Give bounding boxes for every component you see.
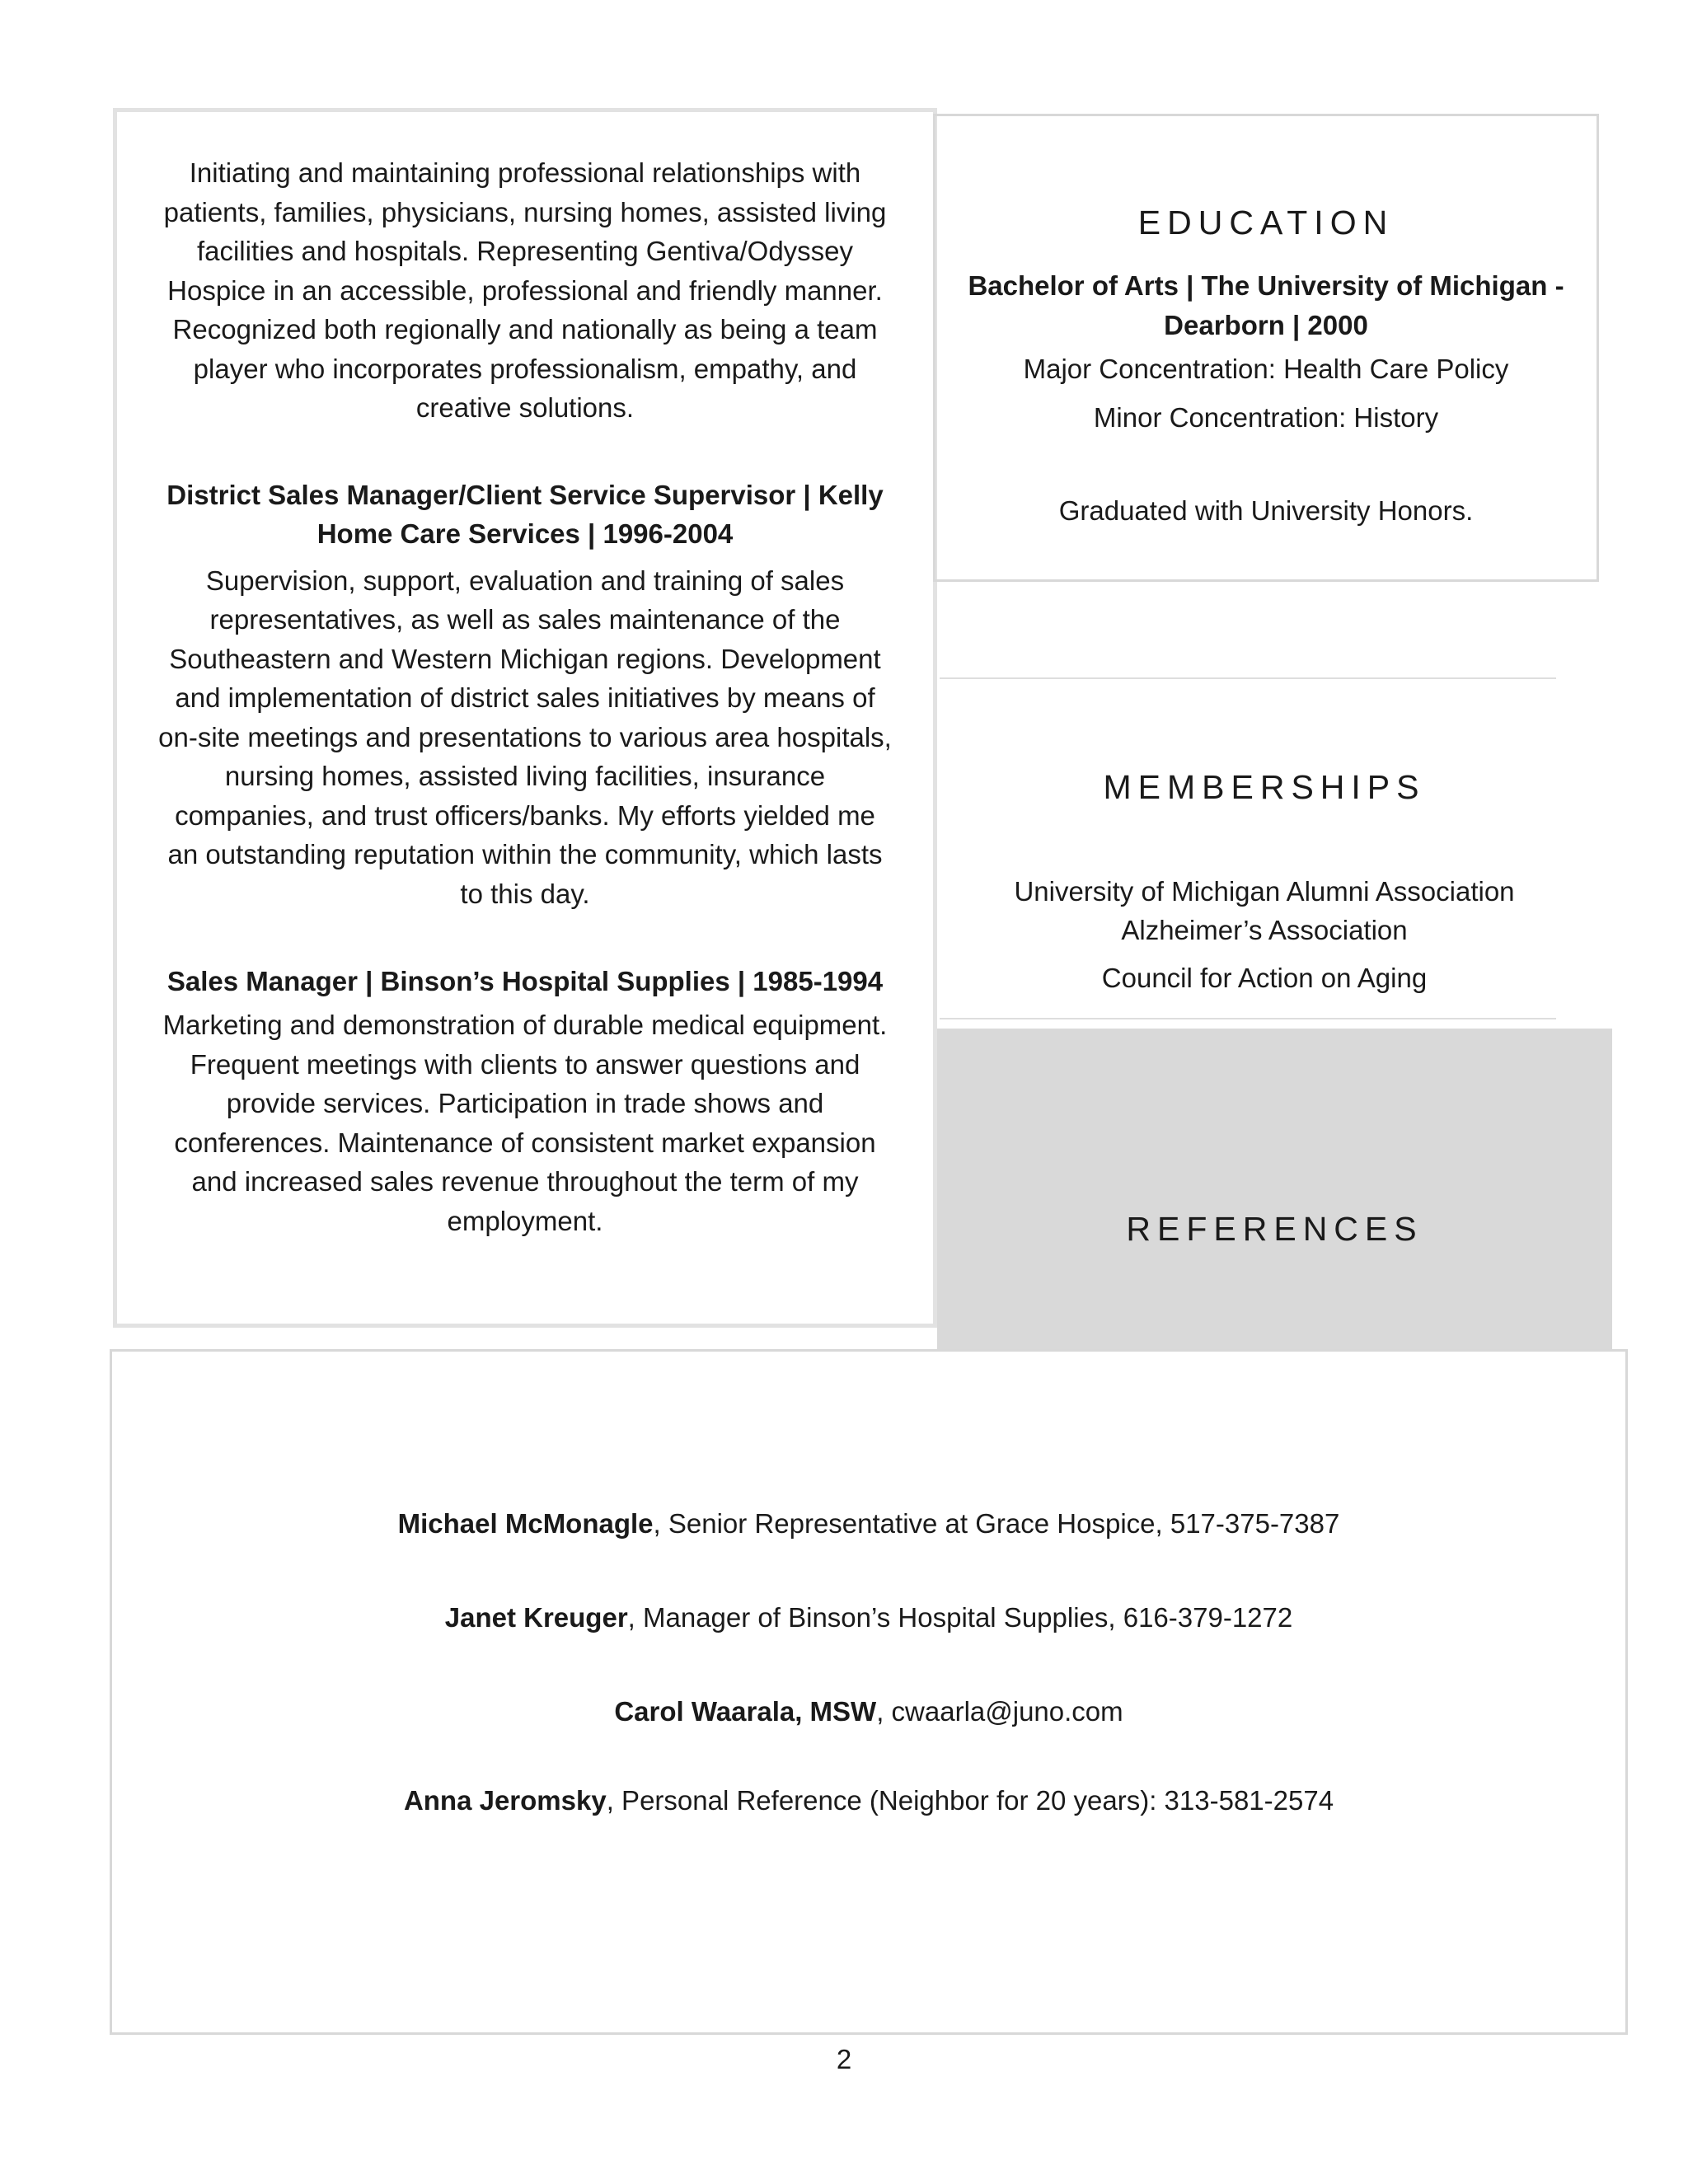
job-title-binsons: Sales Manager | Binson’s Hospital Supplies | 1985-1994: [166, 966, 884, 996]
minor-concentration: Minor Concentration: History: [1093, 402, 1439, 433]
job-title-kelly-home-care: District Sales Manager/Client Service Supervisor | Kelly Home Care Services | 1996-2004: [166, 479, 884, 549]
reference-entry: [112, 1696, 1625, 1727]
experience-intro-paragraph: Initiating and maintaining professional relationships with patients, families, physicians, nursing homes, assisted living facilities and hospitals. Representing Gentiva/Odyssey Hospice in an accessible, professional and friendly manner. Recognized both regionally and nationally as being a team player who incorporates professionalism, empathy, and creative solutions.: [163, 157, 887, 423]
reference-detail: , Senior Representative at Grace Hospice, 517-375-7387: [653, 1508, 1340, 1539]
reference-name: Michael McMonagle: [397, 1508, 654, 1539]
memberships-bottom-divider: [940, 1018, 1556, 1019]
references-section: [110, 1349, 1628, 2035]
reference-name: Anna Jeromsky: [403, 1785, 607, 1816]
references-heading: REFERENCES: [1126, 1210, 1423, 1248]
memberships-top-divider: [940, 677, 1556, 679]
reference-name: Carol Waarala, MSW: [614, 1696, 877, 1727]
reference-detail: , cwaarla@juno.com: [876, 1696, 1123, 1727]
education-section: [933, 114, 1599, 582]
reference-detail: , Personal Reference (Neighbor for 20 years): 313-581-2574: [606, 1785, 1334, 1816]
education-heading: EDUCATION: [1137, 204, 1395, 241]
reference-entry: [112, 1785, 1625, 1816]
membership-item: Council for Action on Aging: [1101, 963, 1428, 993]
references-heading-band: [937, 1029, 1612, 1349]
major-concentration: Major Concentration: Health Care Policy: [1023, 354, 1509, 384]
honors-line: Graduated with University Honors.: [1058, 495, 1474, 526]
page-number: 2: [836, 2044, 852, 2074]
reference-detail: , Manager of Binson’s Hospital Supplies, 616-379-1272: [627, 1602, 1293, 1633]
reference-entry: [112, 1602, 1625, 1633]
degree-line: Bachelor of Arts | The University of Michigan - Dearborn | 2000: [968, 270, 1564, 340]
experience-section: [113, 108, 937, 1328]
job-description-binsons: Marketing and demonstration of durable medical equipment. Frequent meetings with clients to answer questions and provide services. Participation in trade shows and conferences. Maintenance of consistent market expansion and increased sales revenue throughout the term of my employment.: [162, 1010, 888, 1236]
membership-item: University of Michigan Alumni Association: [1014, 876, 1515, 907]
reference-entry: [112, 1508, 1625, 1540]
reference-name: Janet Kreuger: [444, 1602, 628, 1633]
job-description-kelly-home-care: Supervision, support, evaluation and training of sales representatives, as well as sales maintenance of the Southeastern and Western Michigan regions. Development and implementation of district sales initiatives by means of on-site meetings and presentations to various area hospitals, nursing homes, assisted living facilities, insurance companies, and trust officers/banks. My efforts yielded me an outstanding reputation within the community, which lasts to this day.: [158, 565, 892, 909]
membership-item: Alzheimer’s Association: [1121, 915, 1408, 945]
memberships-heading: MEMBERSHIPS: [1103, 768, 1426, 806]
